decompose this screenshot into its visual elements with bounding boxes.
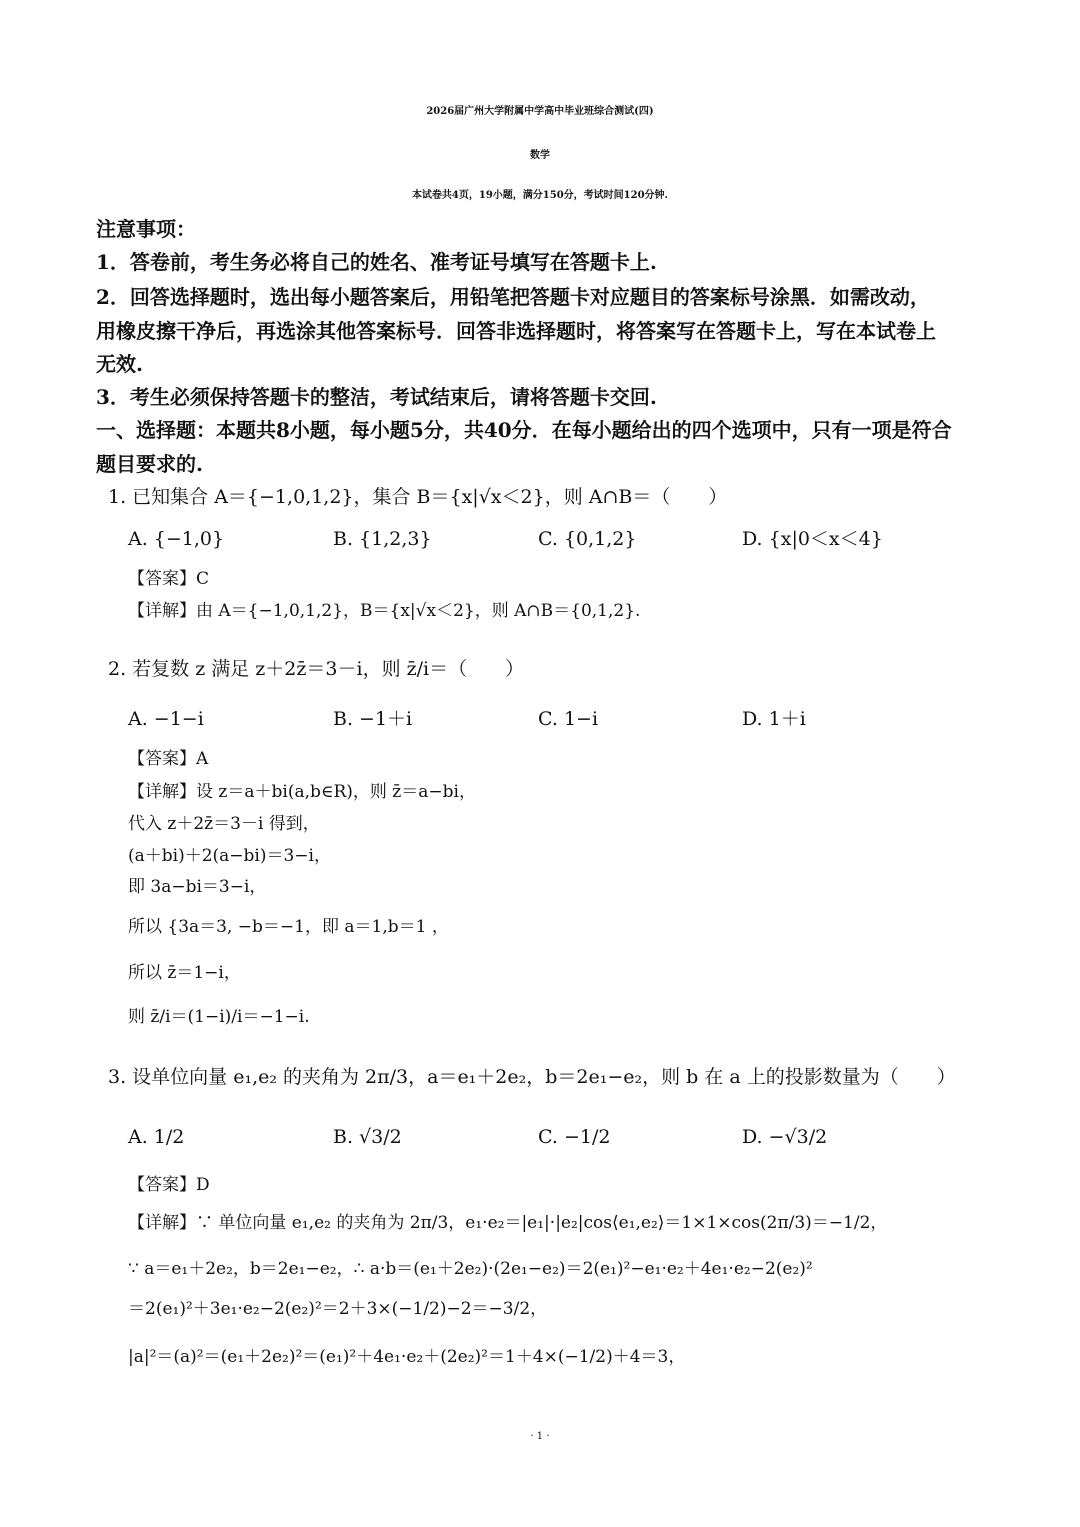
question-2-answer: 【答案】A bbox=[128, 749, 209, 769]
question-3-option-d: D. −√3/2 bbox=[742, 1126, 828, 1148]
notice-item-3: 3．考生必须保持答题卡的整洁，考试结束后，请将答题卡交回. bbox=[96, 385, 657, 409]
exam-info: 本试卷共4页，19小题，满分150分，考试时间120分钟. bbox=[411, 190, 669, 201]
question-3-option-a: A. 1/2 bbox=[128, 1126, 185, 1148]
question-2-detail-line-1: 【详解】设 z＝a＋bi(a,b∈R)，则 z̄＝a−bi， bbox=[128, 782, 476, 802]
question-2-detail-line-5: 所以 {3a＝3, −b＝−1，即 a＝1,b＝1 ， bbox=[128, 917, 449, 937]
question-3-detail-line-4: |a|²＝(a)²＝(e₁＋2e₂)²＝(e₁)²＋4e₁·e₂＋(2e₂)²＝1＋4×(−1/2)＋4＝3， bbox=[128, 1347, 686, 1367]
page-number: · 1 · bbox=[530, 1431, 550, 1442]
question-2-option-c: C. 1−i bbox=[538, 708, 599, 730]
subject-title: 数学 bbox=[530, 150, 550, 161]
question-3-option-c: C. −1/2 bbox=[538, 1126, 611, 1148]
question-1-detail: 【详解】由 A＝{−1,0,1,2}，B＝{x|√x＜2}，则 A∩B＝{0,1,2}. bbox=[128, 601, 641, 621]
question-2-detail-line-4: 即 3a−bi＝3−i， bbox=[128, 877, 267, 897]
question-1-option-c: C. {0,1,2} bbox=[538, 528, 637, 550]
question-1-stem: 1. 已知集合 A＝{−1,0,1,2}，集合 B＝{x|√x＜2}，则 A∩B＝（ ） bbox=[108, 486, 728, 508]
question-3-detail-line-3: ＝2(e₁)²＋3e₁·e₂−2(e₂)²＝2＋3×(−1/2)−2＝−3/2， bbox=[128, 1299, 548, 1319]
notice-item-2-end: 无效. bbox=[96, 352, 143, 376]
section-heading: 一、选择题：本题共8小题，每小题5分，共40分．在每小题给出的四个选项中，只有一项是符合 bbox=[96, 418, 952, 442]
notice-heading: 注意事项： bbox=[96, 217, 196, 241]
question-2-option-b: B. −1＋i bbox=[333, 708, 413, 730]
question-2-detail-line-3: (a＋bi)＋2(a−bi)＝3−i， bbox=[128, 846, 331, 866]
question-3-stem: 3. 设单位向量 e₁,e₂ 的夹角为 2π/3，a＝e₁＋2e₂，b＝2e₁−e₂，则 b 在 a 上的投影数量为（ ） bbox=[108, 1066, 956, 1088]
exam-title: 2026届广州大学附属中学高中毕业班综合测试(四) bbox=[426, 106, 654, 117]
question-2-option-a: A. −1−i bbox=[128, 708, 204, 730]
question-1-option-d: D. {x|0＜x＜4} bbox=[742, 528, 883, 550]
question-2-detail-line-7: 则 z̄/i＝(1−i)/i＝−1−i. bbox=[128, 1007, 310, 1027]
question-1-option-a: A. {−1,0} bbox=[128, 528, 225, 550]
question-2-option-d: D. 1＋i bbox=[742, 708, 806, 730]
question-2-detail-line-2: 代入 z＋2z̄＝3－i 得到， bbox=[128, 814, 320, 834]
notice-item-2-cont: 用橡皮擦干净后，再选涂其他答案标号．回答非选择题时，将答案写在答题卡上，写在本试卷上 bbox=[96, 319, 936, 343]
question-3-detail-line-2: ∵ a＝e₁＋2e₂，b＝2e₁−e₂，∴ a·b＝(e₁＋2e₂)·(2e₁−e₂)＝2(e₁)²−e₁·e₂＋4e₁·e₂−2(e₂)² bbox=[128, 1259, 813, 1279]
notice-item-2: 2．回答选择题时，选出每小题答案后，用铅笔把答题卡对应题目的答案标号涂黑．如需改动， bbox=[96, 285, 930, 309]
question-2-stem: 2. 若复数 z 满足 z＋2z̄＝3－i，则 z̄/i＝（ ） bbox=[108, 658, 525, 680]
question-3-option-b: B. √3/2 bbox=[333, 1126, 402, 1148]
question-1-answer: 【答案】C bbox=[128, 569, 210, 589]
question-3-answer: 【答案】D bbox=[128, 1175, 210, 1195]
notice-item-1: 1．答卷前，考生务必将自己的姓名、准考证号填写在答题卡上. bbox=[96, 250, 657, 274]
question-1-option-b: B. {1,2,3} bbox=[333, 528, 432, 550]
section-heading-cont: 题目要求的. bbox=[96, 452, 203, 476]
question-3-detail-line-1: 【详解】∵ 单位向量 e₁,e₂ 的夹角为 2π/3，e₁·e₂＝|e₁|·|e₂|cos⟨e₁,e₂⟩＝1×1×cos(2π/3)＝−1/2， bbox=[128, 1213, 888, 1233]
question-2-detail-line-6: 所以 z̄＝1−i， bbox=[128, 963, 241, 983]
